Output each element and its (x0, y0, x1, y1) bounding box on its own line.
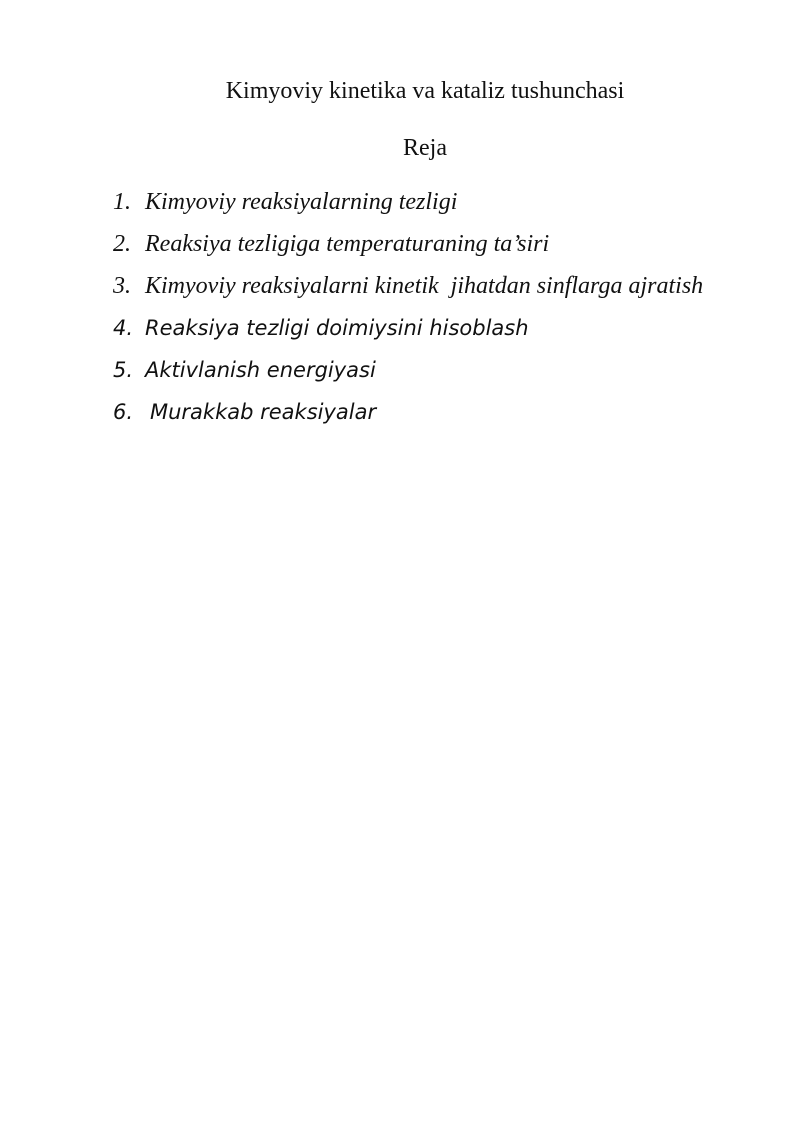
plan-item (113, 355, 376, 385)
plan-item-number: 3. (113, 273, 131, 299)
plan-item (113, 397, 376, 427)
plan-item-text: Murakkab reaksiyalar (150, 400, 377, 424)
plan-item-number: 1. (113, 189, 131, 215)
plan-item-text: Reaksiya tezligi doimiysini hisoblash (145, 316, 529, 340)
plan-item (113, 187, 457, 217)
plan-item-number: 4. (113, 316, 134, 340)
plan-item-number: 5. (113, 358, 134, 382)
plan-item (113, 229, 549, 259)
plan-item-number: 2. (113, 231, 131, 257)
plan-item (113, 313, 529, 343)
plan-item-text: Aktivlanish energiyasi (145, 358, 376, 382)
plan-item-text: Kimyoviy reaksiyalarni kinetik jihatdan sinflarga ajratish (145, 273, 704, 299)
plan-item (113, 271, 703, 301)
plan-item-text: Reaksiya tezligiga temperaturaning ta’siri (145, 231, 550, 257)
plan-item-number: 6. (113, 400, 134, 424)
plan-item-text: Kimyoviy reaksiyalarning tezligi (145, 189, 458, 215)
plan-heading: Reja (403, 135, 447, 161)
document-title: Kimyoviy kinetika va kataliz tushunchasi (225, 78, 625, 104)
